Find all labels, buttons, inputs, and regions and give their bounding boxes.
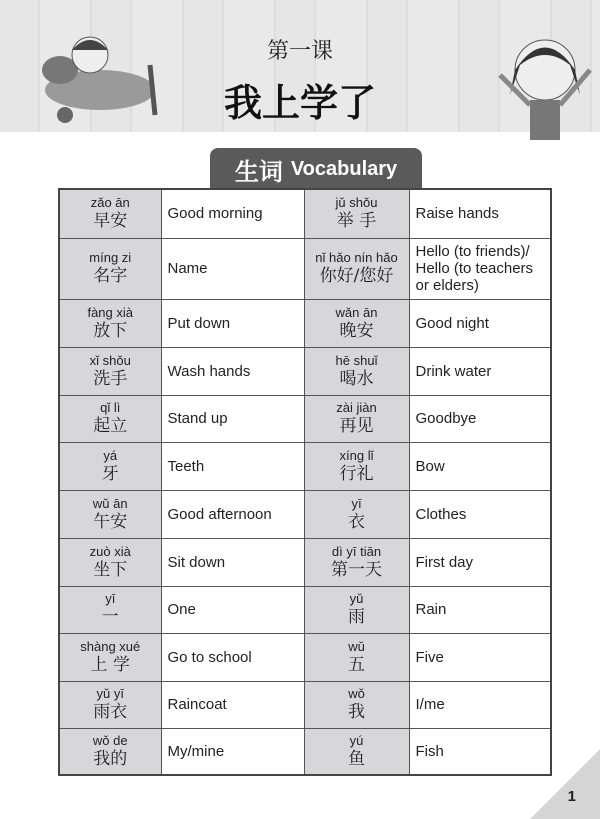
word-cell xyxy=(304,633,409,681)
hanzi: 我 xyxy=(348,702,365,722)
pinyin: yá xyxy=(103,447,118,463)
pinyin: wǒ de xyxy=(92,732,128,748)
meaning-cell: Wash hands xyxy=(161,347,304,395)
meaning-cell: One xyxy=(161,586,304,633)
word-cell xyxy=(59,538,161,586)
word-cell xyxy=(304,238,409,299)
meaning-cell: Rain xyxy=(409,586,551,633)
hanzi: 洗手 xyxy=(93,368,128,389)
word-cell xyxy=(304,538,409,586)
hanzi: 衣 xyxy=(348,511,365,532)
hanzi: 行礼 xyxy=(339,463,374,484)
pinyin: shàng xué xyxy=(80,638,141,654)
word-cell xyxy=(304,681,409,728)
hanzi: 举 手 xyxy=(336,211,377,232)
word-cell xyxy=(304,490,409,538)
pinyin: wǒ xyxy=(348,686,365,701)
pinyin: yú xyxy=(349,732,364,748)
pinyin: hē shuǐ xyxy=(335,352,378,368)
meaning-cell: Put down xyxy=(161,299,304,347)
page-number: 1 xyxy=(567,788,576,805)
page-corner xyxy=(530,749,600,819)
hanzi: 名字 xyxy=(93,266,128,286)
pinyin: wǔ ān xyxy=(92,495,128,511)
hanzi: 第一天 xyxy=(331,559,382,580)
word-cell xyxy=(59,238,161,299)
table-row xyxy=(59,490,551,538)
table-row xyxy=(59,238,551,299)
meaning-cell: I/me xyxy=(409,681,551,728)
pinyin: wǔ xyxy=(348,638,365,654)
pinyin: zài jiàn xyxy=(336,400,377,415)
hanzi: 雨衣 xyxy=(93,702,128,722)
word-cell xyxy=(304,442,409,490)
meaning-cell: Teeth xyxy=(161,442,304,490)
table-row xyxy=(59,633,551,681)
lesson-title: 我上学了 xyxy=(223,80,376,125)
pinyin: xǐ shǒu xyxy=(89,352,131,368)
table-row xyxy=(59,299,551,347)
hanzi: 早安 xyxy=(93,211,128,232)
hanzi: 你好/您好 xyxy=(319,266,394,286)
pinyin: yǔ xyxy=(349,591,364,606)
meaning-cell: Raincoat xyxy=(161,681,304,728)
pinyin: yī xyxy=(105,591,116,606)
hanzi: 雨 xyxy=(348,607,365,627)
meaning-cell: Name xyxy=(161,238,304,299)
word-cell xyxy=(304,299,409,347)
meaning-cell: Goodbye xyxy=(409,395,551,442)
hanzi: 上 学 xyxy=(90,654,130,675)
hanzi: 晚安 xyxy=(339,320,374,341)
meaning-cell: Stand up xyxy=(161,395,304,442)
meaning-cell: Clothes xyxy=(409,490,551,538)
meaning-cell: Sit down xyxy=(161,538,304,586)
pinyin: zǎo ān xyxy=(90,195,130,211)
tab-label-en: Vocabulary xyxy=(290,157,398,180)
word-cell xyxy=(59,395,161,442)
hanzi: 坐下 xyxy=(93,559,128,580)
hanzi: 放下 xyxy=(93,320,128,341)
word-cell xyxy=(59,442,161,490)
hanzi: 午安 xyxy=(93,511,128,532)
word-cell xyxy=(59,728,161,775)
word-cell xyxy=(59,347,161,395)
hanzi: 一 xyxy=(101,607,119,627)
meaning-cell: Raise hands xyxy=(409,189,551,238)
meaning-cell: Five xyxy=(409,633,551,681)
table-row xyxy=(59,347,551,395)
hanzi: 牙 xyxy=(101,463,119,484)
pinyin: qǐ lì xyxy=(100,400,121,415)
word-cell xyxy=(59,681,161,728)
word-cell xyxy=(59,586,161,633)
pinyin: xíng lǐ xyxy=(339,447,374,463)
hanzi: 五 xyxy=(348,654,365,675)
word-cell xyxy=(304,347,409,395)
word-cell xyxy=(304,728,409,775)
pinyin: wǎn ān xyxy=(335,304,378,320)
meaning-cell: Drink water xyxy=(409,347,551,395)
table-row xyxy=(59,395,551,442)
hanzi: 喝水 xyxy=(339,368,374,389)
pinyin: fàng xià xyxy=(87,304,134,320)
hanzi: 我的 xyxy=(93,748,128,769)
hanzi: 鱼 xyxy=(348,748,365,769)
word-cell xyxy=(59,299,161,347)
table-row xyxy=(59,586,551,633)
pinyin: míng zi xyxy=(89,250,132,265)
meaning-cell: First day xyxy=(409,538,551,586)
pinyin: yǔ yī xyxy=(96,686,124,701)
word-cell xyxy=(59,490,161,538)
hanzi: 再见 xyxy=(339,416,374,436)
word-cell xyxy=(304,395,409,442)
table-row xyxy=(59,681,551,728)
hanzi: 起立 xyxy=(93,416,128,436)
meaning-cell: Good afternoon xyxy=(161,490,304,538)
pinyin: nǐ hǎo nín hǎo xyxy=(315,250,398,265)
word-cell xyxy=(59,189,161,238)
table-row xyxy=(59,189,551,238)
table-row xyxy=(59,728,551,775)
word-cell xyxy=(304,189,409,238)
pinyin: dì yī tiān xyxy=(331,543,382,559)
meaning-cell: Hello (to friends)/ Hello (to teachers or elders) xyxy=(409,238,551,299)
pinyin: yī xyxy=(351,495,362,511)
meaning-cell: Go to school xyxy=(161,633,304,681)
meaning-cell: Good morning xyxy=(161,189,304,238)
lesson-number: 第一课 xyxy=(266,39,333,64)
vocabulary-tab xyxy=(210,148,422,190)
pinyin: jǔ shǒu xyxy=(335,195,378,211)
word-cell xyxy=(304,586,409,633)
vocabulary-table xyxy=(58,188,552,776)
word-cell xyxy=(59,633,161,681)
tab-label-zh: 生词 xyxy=(234,156,283,186)
meaning-cell: My/mine xyxy=(161,728,304,775)
meaning-cell: Fish xyxy=(409,728,551,775)
table-row xyxy=(59,442,551,490)
pinyin: zuò xià xyxy=(89,543,131,559)
meaning-cell: Bow xyxy=(409,442,551,490)
table-row xyxy=(59,538,551,586)
meaning-cell: Good night xyxy=(409,299,551,347)
